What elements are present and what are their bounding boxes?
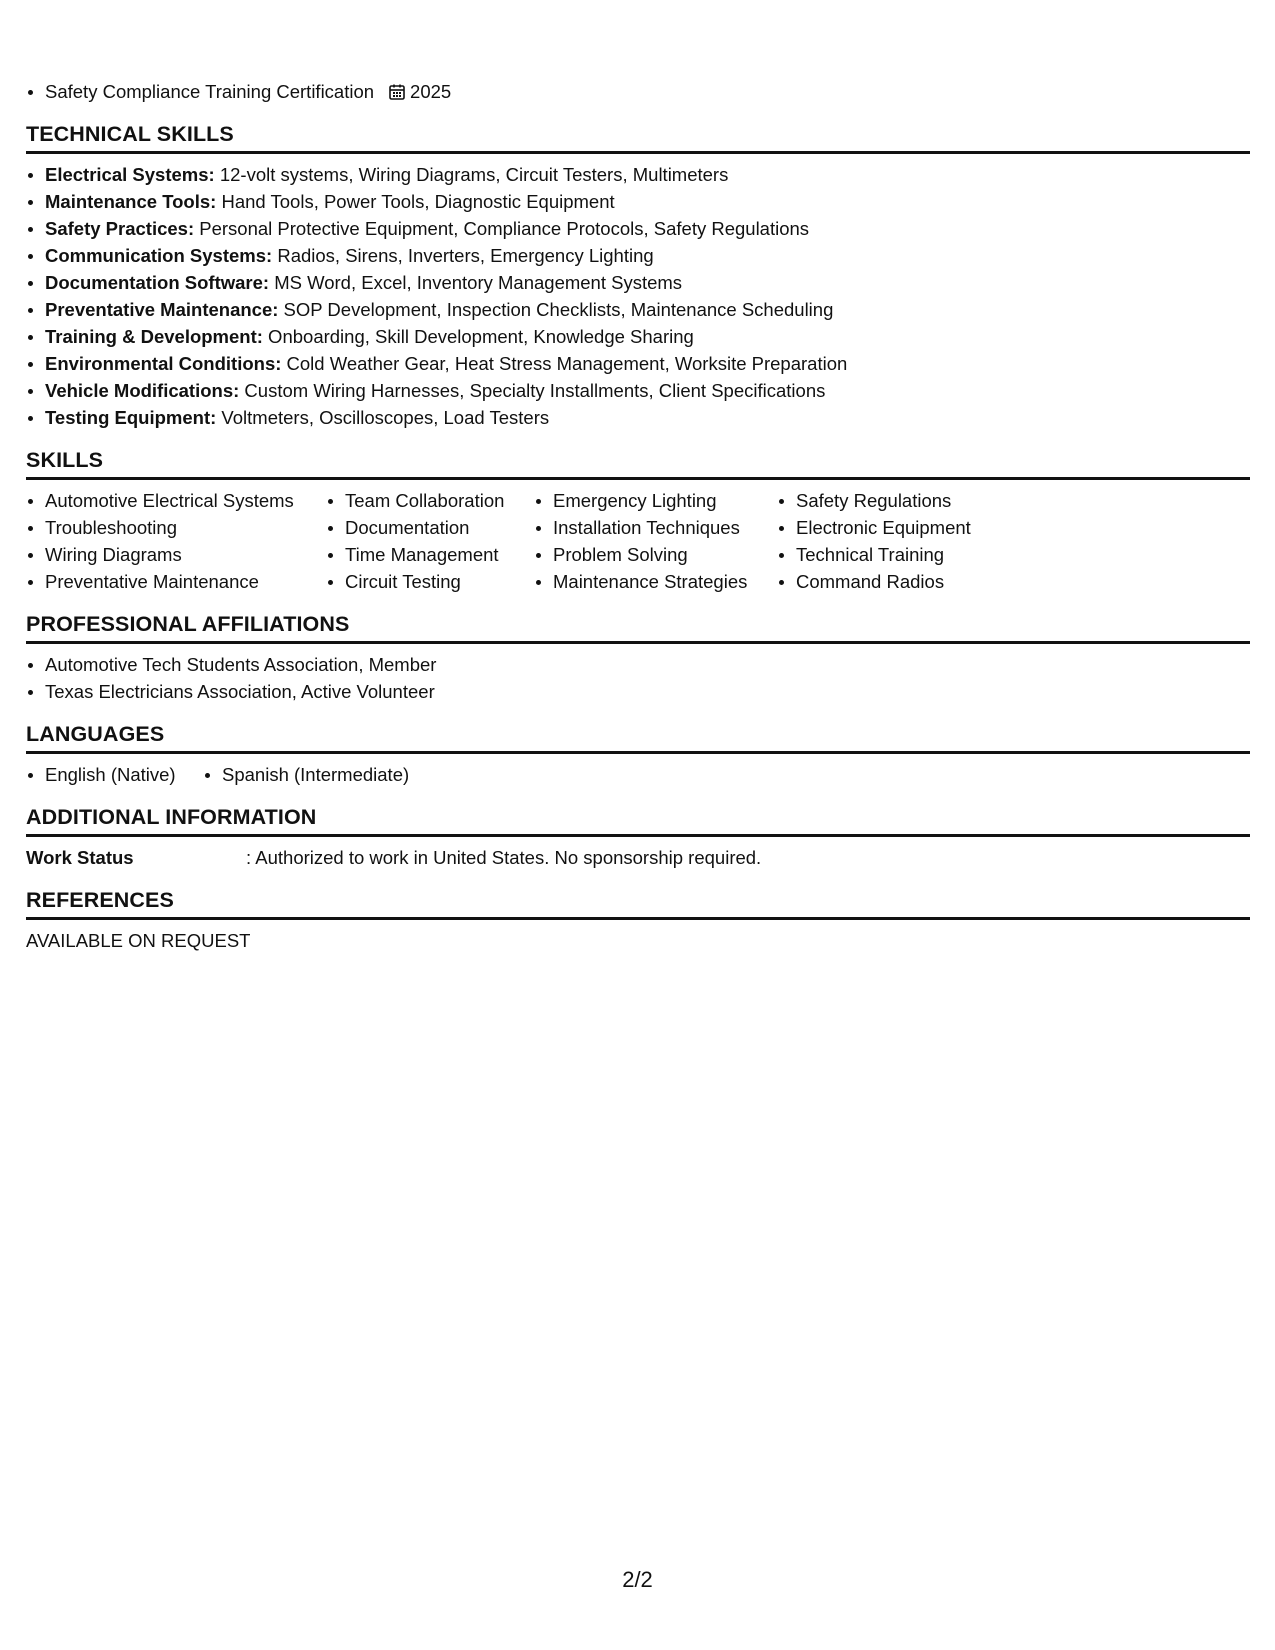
skill-item: Electronic Equipment xyxy=(777,514,1037,541)
certification-name: Safety Compliance Training Certification xyxy=(45,81,375,102)
skill-item: Installation Techniques xyxy=(534,514,777,541)
technical-skills-list xyxy=(26,161,1250,431)
skills-grid xyxy=(26,487,1250,595)
skill-item: Maintenance Strategies xyxy=(534,568,777,595)
additional-info-section xyxy=(26,804,1250,871)
work-status-value: : Authorized to work in United States. No sponsorship required. xyxy=(246,847,762,868)
skill-item: Preventative Maintenance xyxy=(26,568,326,595)
skills-column xyxy=(326,487,534,595)
affiliations-section xyxy=(26,611,1250,705)
references-text: AVAILABLE ON REQUEST xyxy=(26,930,251,951)
skill-item: Time Management xyxy=(326,541,534,568)
affiliation-item: Texas Electricians Association, Active Volunteer xyxy=(26,678,1250,705)
languages-list xyxy=(26,761,1250,788)
technical-skill-item: Documentation Software: MS Word, Excel, Inventory Management Systems xyxy=(26,269,1250,296)
technical-skill-item: Safety Practices: Personal Protective Equipment, Compliance Protocols, Safety Regulations xyxy=(26,215,1250,242)
technical-skills-section xyxy=(26,121,1250,431)
technical-skill-item: Communication Systems: Radios, Sirens, Inverters, Emergency Lighting xyxy=(26,242,1250,269)
languages-heading: LANGUAGES xyxy=(26,721,1250,754)
affiliation-item: Automotive Tech Students Association, Member xyxy=(26,651,1250,678)
language-item: Spanish (Intermediate) xyxy=(203,761,409,788)
technical-skills-heading: TECHNICAL SKILLS xyxy=(26,121,1250,154)
additional-info-heading: ADDITIONAL INFORMATION xyxy=(26,804,1250,837)
skill-item: Troubleshooting xyxy=(26,514,326,541)
skill-item: Documentation xyxy=(326,514,534,541)
technical-skill-item: Training & Development: Onboarding, Skill Development, Knowledge Sharing xyxy=(26,323,1250,350)
references-heading: REFERENCES xyxy=(26,887,1250,920)
skill-item: Wiring Diagrams xyxy=(26,541,326,568)
page-number: 2/2 xyxy=(622,1567,653,1592)
skill-item: Technical Training xyxy=(777,541,1037,568)
work-status-row xyxy=(26,844,1250,871)
certification-year: 2025 xyxy=(410,81,452,102)
technical-skill-item: Electrical Systems: 12-volt systems, Wiring Diagrams, Circuit Testers, Multimeters xyxy=(26,161,1250,188)
affiliations-heading: PROFESSIONAL AFFILIATIONS xyxy=(26,611,1250,644)
language-item: English (Native) xyxy=(26,761,203,788)
references-section xyxy=(26,887,1250,954)
skills-column xyxy=(26,487,326,595)
technical-skill-item: Environmental Conditions: Cold Weather Gear, Heat Stress Management, Worksite Preparation xyxy=(26,350,1250,377)
skill-item: Team Collaboration xyxy=(326,487,534,514)
technical-skill-item: Testing Equipment: Voltmeters, Oscilloscopes, Load Testers xyxy=(26,404,1250,431)
skill-item: Emergency Lighting xyxy=(534,487,777,514)
skills-column xyxy=(534,487,777,595)
skill-item: Circuit Testing xyxy=(326,568,534,595)
affiliations-list xyxy=(26,651,1250,705)
calendar-icon xyxy=(388,83,406,101)
certification-item xyxy=(26,78,1250,105)
skill-item: Command Radios xyxy=(777,568,1037,595)
technical-skill-item: Maintenance Tools: Hand Tools, Power Tools, Diagnostic Equipment xyxy=(26,188,1250,215)
languages-section xyxy=(26,721,1250,788)
resume-page xyxy=(26,78,1250,954)
work-status-label: Work Status xyxy=(26,847,134,868)
skill-item: Problem Solving xyxy=(534,541,777,568)
certification-date xyxy=(388,78,451,105)
technical-skill-item: Vehicle Modifications: Custom Wiring Harnesses, Specialty Installments, Client Specifications xyxy=(26,377,1250,404)
skill-item: Safety Regulations xyxy=(777,487,1037,514)
skills-column xyxy=(777,487,1037,595)
skills-heading: SKILLS xyxy=(26,447,1250,480)
skills-section xyxy=(26,447,1250,595)
skill-item: Automotive Electrical Systems xyxy=(26,487,326,514)
certification-list xyxy=(26,78,1250,105)
technical-skill-item: Preventative Maintenance: SOP Development, Inspection Checklists, Maintenance Scheduling xyxy=(26,296,1250,323)
